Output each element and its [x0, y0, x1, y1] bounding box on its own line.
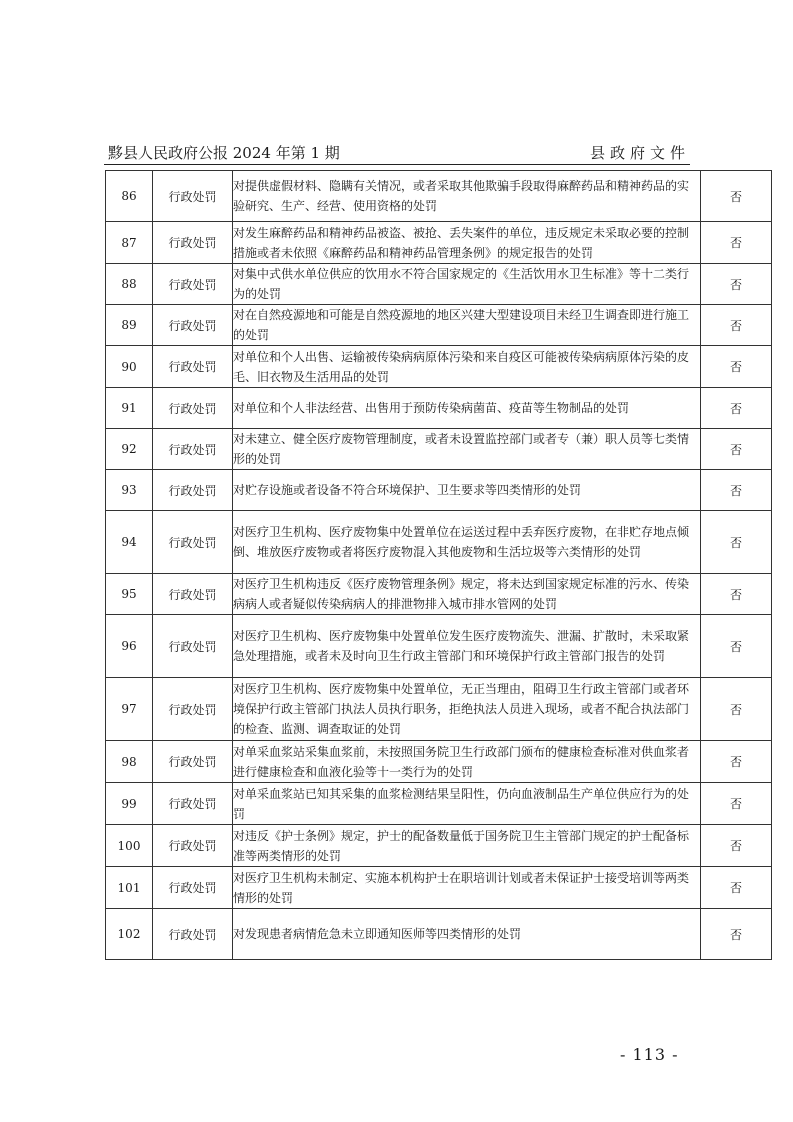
penalty-type: 行政处罚	[153, 741, 233, 783]
penalty-type: 行政处罚	[153, 346, 233, 388]
row-number: 98	[106, 741, 153, 783]
penalty-description: 对单位和个人出售、运输被传染病病原体污染和来自疫区可能被传染病病原体污染的皮毛、旧衣物及生活用品的处罚	[233, 346, 701, 388]
table-row	[106, 511, 772, 574]
applicability-flag: 否	[701, 429, 772, 470]
penalty-description: 对单采血浆站采集血浆前，未按照国务院卫生行政部门颁布的健康检查标准对供血浆者进行健康检查和血液化验等十一类行为的处罚	[233, 741, 701, 783]
applicability-flag: 否	[701, 222, 772, 264]
administrative-penalty-table	[105, 170, 772, 960]
table-row	[106, 909, 772, 960]
penalty-description: 对违反《护士条例》规定，护士的配备数量低于国务院卫生主管部门规定的护士配备标准等两类情形的处罚	[233, 825, 701, 867]
penalty-description: 对医疗卫生机构违反《医疗废物管理条例》规定，将未达到国家规定标准的污水、传染病病人或者疑似传染病病人的排泄物排入城市排水管网的处罚	[233, 574, 701, 615]
applicability-flag: 否	[701, 783, 772, 825]
penalty-type: 行政处罚	[153, 171, 233, 222]
penalty-type: 行政处罚	[153, 470, 233, 511]
header-rule	[104, 164, 690, 165]
publication-title: 黟县人民政府公报 2024 年第 1 期	[108, 144, 340, 162]
penalty-type: 行政处罚	[153, 867, 233, 909]
penalty-description: 对贮存设施或者设备不符合环境保护、卫生要求等四类情形的处罚	[233, 470, 701, 511]
table-row	[106, 264, 772, 305]
row-number: 97	[106, 678, 153, 741]
penalty-type: 行政处罚	[153, 305, 233, 346]
applicability-flag: 否	[701, 388, 772, 429]
penalty-description: 对集中式供水单位供应的饮用水不符合国家规定的《生活饮用水卫生标准》等十二类行为的处罚	[233, 264, 701, 305]
applicability-flag: 否	[701, 470, 772, 511]
table-row	[106, 470, 772, 511]
penalty-description: 对发生麻醉药品和精神药品被盗、被抢、丢失案件的单位，违反规定未采取必要的控制措施或者未依照《麻醉药品和精神药品管理条例》的规定报告的处罚	[233, 222, 701, 264]
penalty-type: 行政处罚	[153, 388, 233, 429]
row-number: 95	[106, 574, 153, 615]
penalty-description: 对医疗卫生机构、医疗废物集中处置单位，无正当理由，阻碍卫生行政主管部门或者环境保护行政主管部门执法人员执行职务，拒绝执法人员进入现场，或者不配合执法部门的检查、监测、调查取证的处罚	[233, 678, 701, 741]
penalty-description: 对医疗卫生机构、医疗废物集中处置单位发生医疗废物流失、泄漏、扩散时，未采取紧急处理措施，或者未及时向卫生行政主管部门和环境保护行政主管部门报告的处罚	[233, 615, 701, 678]
applicability-flag: 否	[701, 511, 772, 574]
applicability-flag: 否	[701, 574, 772, 615]
penalty-description: 对提供虚假材料、隐瞒有关情况，或者采取其他欺骗手段取得麻醉药品和精神药品的实验研究、生产、经营、使用资格的处罚	[233, 171, 701, 222]
applicability-flag: 否	[701, 346, 772, 388]
row-number: 92	[106, 429, 153, 470]
applicability-flag: 否	[701, 678, 772, 741]
penalty-type: 行政处罚	[153, 678, 233, 741]
row-number: 86	[106, 171, 153, 222]
penalty-description: 对未建立、健全医疗废物管理制度，或者未设置监控部门或者专（兼）职人员等七类情形的处罚	[233, 429, 701, 470]
table-row	[106, 867, 772, 909]
applicability-flag: 否	[701, 615, 772, 678]
table-row	[106, 783, 772, 825]
table-row	[106, 171, 772, 222]
penalty-description: 对单位和个人非法经营、出售用于预防传染病菌苗、疫苗等生物制品的处罚	[233, 388, 701, 429]
penalty-type: 行政处罚	[153, 511, 233, 574]
penalty-type: 行政处罚	[153, 222, 233, 264]
penalty-description: 对医疗卫生机构未制定、实施本机构护士在职培训计划或者未保证护士接受培训等两类情形的处罚	[233, 867, 701, 909]
penalty-description: 对在自然疫源地和可能是自然疫源地的地区兴建大型建设项目未经卫生调查即进行施工的处罚	[233, 305, 701, 346]
row-number: 93	[106, 470, 153, 511]
applicability-flag: 否	[701, 305, 772, 346]
penalty-type: 行政处罚	[153, 825, 233, 867]
table-row	[106, 741, 772, 783]
table-row	[106, 346, 772, 388]
table-row	[106, 825, 772, 867]
row-number: 87	[106, 222, 153, 264]
row-number: 90	[106, 346, 153, 388]
penalty-type: 行政处罚	[153, 783, 233, 825]
table-row	[106, 574, 772, 615]
row-number: 99	[106, 783, 153, 825]
page-number: - 113 -	[620, 1045, 679, 1064]
applicability-flag: 否	[701, 909, 772, 960]
applicability-flag: 否	[701, 171, 772, 222]
row-number: 102	[106, 909, 153, 960]
table-row	[106, 305, 772, 346]
row-number: 89	[106, 305, 153, 346]
table-row	[106, 388, 772, 429]
table-row	[106, 429, 772, 470]
applicability-flag: 否	[701, 264, 772, 305]
penalty-description: 对发现患者病情危急未立即通知医师等四类情形的处罚	[233, 909, 701, 960]
row-number: 94	[106, 511, 153, 574]
row-number: 88	[106, 264, 153, 305]
page-header	[104, 140, 690, 164]
row-number: 91	[106, 388, 153, 429]
applicability-flag: 否	[701, 741, 772, 783]
penalty-type: 行政处罚	[153, 615, 233, 678]
penalty-type: 行政处罚	[153, 264, 233, 305]
penalty-type: 行政处罚	[153, 429, 233, 470]
section-title: 县政府文件	[589, 144, 690, 162]
row-number: 101	[106, 867, 153, 909]
table-row	[106, 678, 772, 741]
row-number: 96	[106, 615, 153, 678]
applicability-flag: 否	[701, 825, 772, 867]
table-row	[106, 615, 772, 678]
penalty-description: 对医疗卫生机构、医疗废物集中处置单位在运送过程中丢弃医疗废物，在非贮存地点倾倒、堆放医疗废物或者将医疗废物混入其他废物和生活垃圾等六类情形的处罚	[233, 511, 701, 574]
penalty-description: 对单采血浆站已知其采集的血浆检测结果呈阳性，仍向血液制品生产单位供应行为的处罚	[233, 783, 701, 825]
applicability-flag: 否	[701, 867, 772, 909]
table-row	[106, 222, 772, 264]
table-body	[106, 171, 772, 960]
penalty-type: 行政处罚	[153, 909, 233, 960]
row-number: 100	[106, 825, 153, 867]
penalty-type: 行政处罚	[153, 574, 233, 615]
